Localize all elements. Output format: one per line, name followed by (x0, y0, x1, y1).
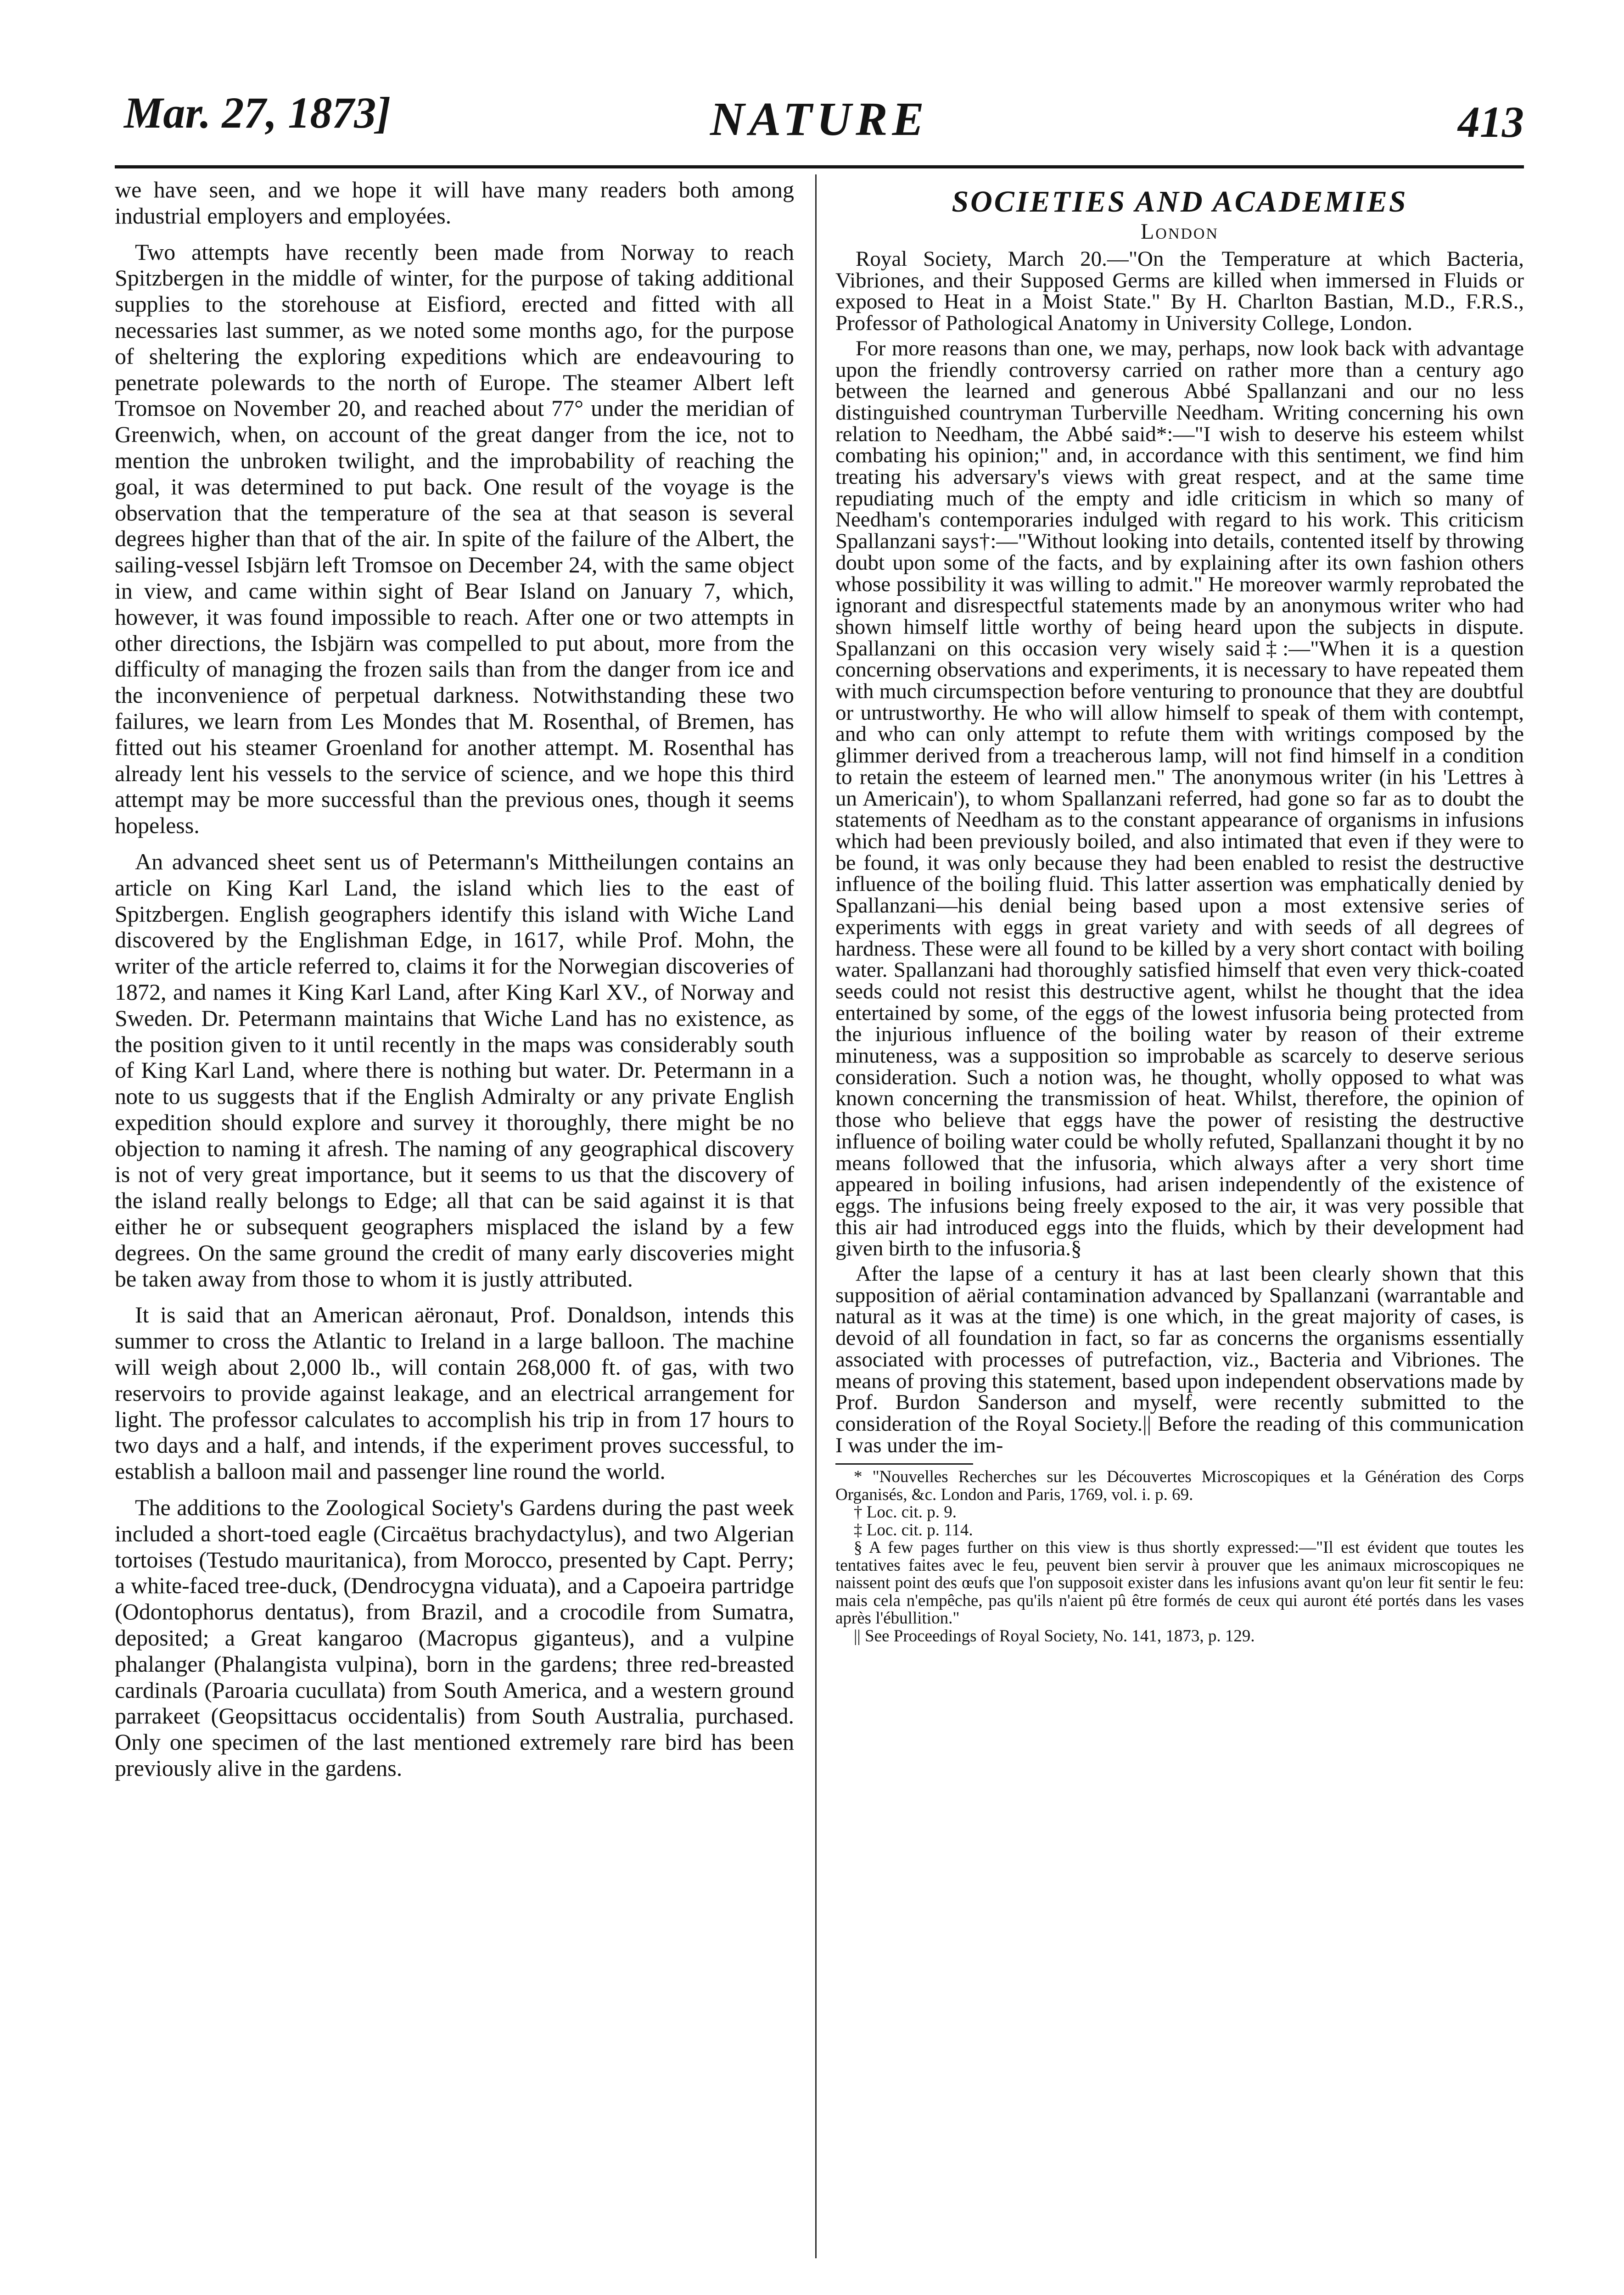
footnote-rule (835, 1463, 973, 1465)
paragraph-royal-society: Royal Society, March 20.—"On the Temperature at which Bacteria, Vibriones, and their Supposed Germs are killed when immersed in Fluids or exposed to Heat in a Moist State." By H. Charlton Bastian, M.D., F.R.S., Professor of Pathological Anatomy in University College, London. (835, 247, 1524, 336)
paragraph-spallanzani: For more reasons than one, we may, perhaps, now look back with advantage upon the friendly controversy carried on rather more than a century ago between the learned and generous Abbé Spallanzani and our no less distinguished countryman Turberville Needham. Writing concerning his own relation to Needham, the Abbé said*:—"I wish to deserve his esteem whilst combating his opinion;" and, in accordance with this sentiment, we find him treating his adversary's views with great respect, and at the same time repudiating much of the empty and idle criticism in which so many of Needham's contemporaries indulged with regard to his work. This criticism Spallanzani says†:—"Without looking into details, contented itself by throwing doubt upon some of the facts, and by explaining after its own fashion others whose possibility it was willing to admit." He moreover warmly reprobated the ignorant and disrespectful statements made by an anonymous writer who had shown himself little worthy of being heard upon the subjects in dispute. Spallanzani on this occasion very wisely said‡:—"When it is a question concerning observations and experiments, it is necessary to have repeated them with much circumspection before venturing to pronounce that they are doubtful or untrustworthy. He who will allow himself to speak of them with contempt, and who can only attempt to refute them with writings composed by the glimmer derived from a treacherous lamp, will not find himself in a condition to retain the esteem of learned men." The anonymous writer (in his 'Lettres à un Americain'), to whom Spallanzani referred, had gone so far as to doubt the statements of Needham as to the constant appearance of organisms in infusions which had been previously boiled, and also intimated that even if they were to be found, it was only because they had been enabled to resist the destructive influence of the boiling fluid. This latter assertion was emphatically denied by Spallanzani—his denial being based upon a most extensive series of experiments with eggs in great variety and with seeds of all degrees of hardness. These were all found to be killed by a very short contact with boiling water. Spallanzani had thoroughly satisfied himself that even very thick-coated seeds could not resist this destructive agent, whilst he thought that the idea entertained by some, of the eggs of the lowest infusoria being protected from the injurious influence of the boiling water by reason of their extreme minuteness, was a supposition so improbable as scarcely to deserve serious consideration. Such a notion was, he thought, wholly opposed to what was known concerning the transmission of heat. Whilst, therefore, the opinion of those who believe that eggs have the power of resisting the destructive influence of boiling water could be wholly refuted, Spallanzani thought it by no means followed that the infusoria, which always after a very short time appeared in boiling infusions, had arisen independently of the existence of eggs. The infusions being freely exposed to the air, it was very possible that this air had introduced eggs into the fluids, which by their development had given birth to the infusoria.§ (835, 336, 1524, 1261)
footnote: * "Nouvelles Recherches sur les Découvertes Microscopiques et la Génération des Corps Organisés, &c. London and Paris, 1769, vol. i. p. 69. (835, 1467, 1524, 1504)
section-title: SOCIETIES AND ACADEMIES (952, 185, 1408, 218)
footnote: || See Proceedings of Royal Society, No. 141, 1873, p. 129. (854, 1626, 1255, 1646)
masthead (115, 78, 1524, 170)
paragraph-balloon: It is said that an American aëronaut, Prof. Donaldson, intends this summer to cross the Atlantic to Ireland in a large balloon. The machine will weigh about 2,000 lb., will contain 268,000 ft. of gas, with two reservoirs to provide against leakage, and an electrical arrangement for light. The professor calculates to accomplish his trip in from 17 hours to two days and a half, and intends, if the experiment proves successful, to establish a balloon mail and passenger line round the world. (115, 1302, 794, 1484)
footnote: † Loc. cit. p. 9. (854, 1503, 957, 1522)
right-column (835, 177, 1524, 1645)
paragraph-aerial-contamination: After the lapse of a century it has at last been clearly shown that this supposition of aërial contamination advanced by Spallanzani (warrantable and natural as it was at the time) is one which, in the great majority of cases, is devoid of all foundation in fact, so far as concerns the organisms essentially associated with processes of putrefaction, viz., Bacteria and Vibriones. The means of proving this statement, based upon independent observations made by Prof. Burdon Sanderson and myself, were recently submitted to the consideration of the Royal Society.|| Before the reading of this communication I was under the im- (835, 1262, 1524, 1457)
section-subtitle: London (1140, 219, 1219, 244)
footnote: ‡ Loc. cit. p. 114. (854, 1520, 973, 1539)
paragraph-king-karl-land: An advanced sheet sent us of Petermann's Mittheilungen contains an article on King Karl Land, the island which lies to the east of Spitzbergen. English geographers identify this island with Wiche Land discovered by the Englishman Edge, in 1617, while Prof. Mohn, the writer of the article referred to, claims it for the Norwegian discoveries of 1872, and names it King Karl Land, after King Karl XV., of Norway and Sweden. Dr. Petermann maintains that Wiche Land has no existence, as the position given to it until recently in the maps was considerably south of King Karl Land, where there is nothing but water. Dr. Petermann in a note to us suggests that if the English Admiralty or any private English expedition should explore and survey it thoroughly, there might be no objection to naming it afresh. The naming of any geographical discovery is not of very great importance, but it seems to us that the discovery of the island really belongs to Edge; all that can be said against it is that either he or subsequent geographers misplaced the island by a few degrees. On the same ground the credit of many early discoveries might be taken away from those to whom it is justly attributed. (115, 848, 794, 1292)
paragraph-continued: we have seen, and we hope it will have many readers both among industrial employers and employées. (115, 177, 794, 229)
paragraph-spitzbergen: Two attempts have recently been made from Norway to reach Spitzbergen in the middle of winter, for the purpose of taking additional supplies to the storehouse at Eisfiord, erected and fitted with all necessaries last summer, as we noted some months ago, for the purpose of sheltering the exploring expeditions which are endeavouring to penetrate polewards to the north of Europe. The steamer Albert left Tromsoe on November 20, and reached about 77° under the meridian of Greenwich, when, on account of the great danger from the ice, not to mention the unbroken twilight, and the improbability of reaching the goal, it was determined to put back. One result of the voyage is the observation that the temperature of the sea at that season is several degrees higher than that of the air. In spite of the failure of the Albert, the sailing-vessel Isbjärn left Tromsoe on December 24, with the same object in view, and came within sight of Bear Island on January 7, which, however, it was found impossible to reach. After one or two attempts in other directions, the Isbjärn was compelled to put about, more from the difficulty of managing the frozen sails than from the danger from ice and the inconvenience of perpetual darkness. Notwithstanding these two failures, we learn from Les Mondes that M. Rosenthal, of Bremen, has fitted out his steamer Groenland for another attempt. M. Rosenthal has already lent his vessels to the service of science, and we hope this third attempt may be more successful than the previous ones, though it seems hopeless. (115, 239, 794, 839)
footnote: § A few pages further on this view is thus shortly expressed:—"Il est évident que toutes les tentatives faites avec le feu, peuvent bien servir à prouver que les animaux microscopiques ne naissent point des œufs que l'on supposoit exister dans les infusions avant qu'on leur fit sentir le feu: mais cela n'empêche, pas qu'ils n'aient pû être formés de ceux qui auront été portés dans les vases après l'ébullition." (835, 1538, 1524, 1628)
issue-date: Mar. 27, 1873] (124, 88, 391, 137)
page-number: 413 (1458, 97, 1524, 146)
header-rule (115, 165, 1524, 168)
journal-title: NATURE (710, 93, 929, 146)
left-column (115, 177, 794, 1781)
column-divider (815, 174, 817, 2258)
paragraph-zoological-gardens: The additions to the Zoological Society's Gardens during the past week included a short-toed eagle (Circaëtus brachydactylus), and two Algerian tortoises (Testudo mauritanica), from Morocco, presented by Capt. Perry; a white-faced tree-duck, (Dendrocygna viduata), and a Capoeira partridge (Odontophorus dentatus), from Brazil, and a crocodile from Sumatra, deposited; a Great kangaroo (Macropus giganteus), and a vulpine phalanger (Phalangista vulpina), born in the gardens; three red-breasted cardinals (Paroaria cucullata) from South America, and a western ground parrakeet (Geopsittacus occidentalis) from South Australia, purchased. Only one specimen of the last mentioned extremely rare bird has been previously alive in the gardens. (115, 1495, 794, 1781)
